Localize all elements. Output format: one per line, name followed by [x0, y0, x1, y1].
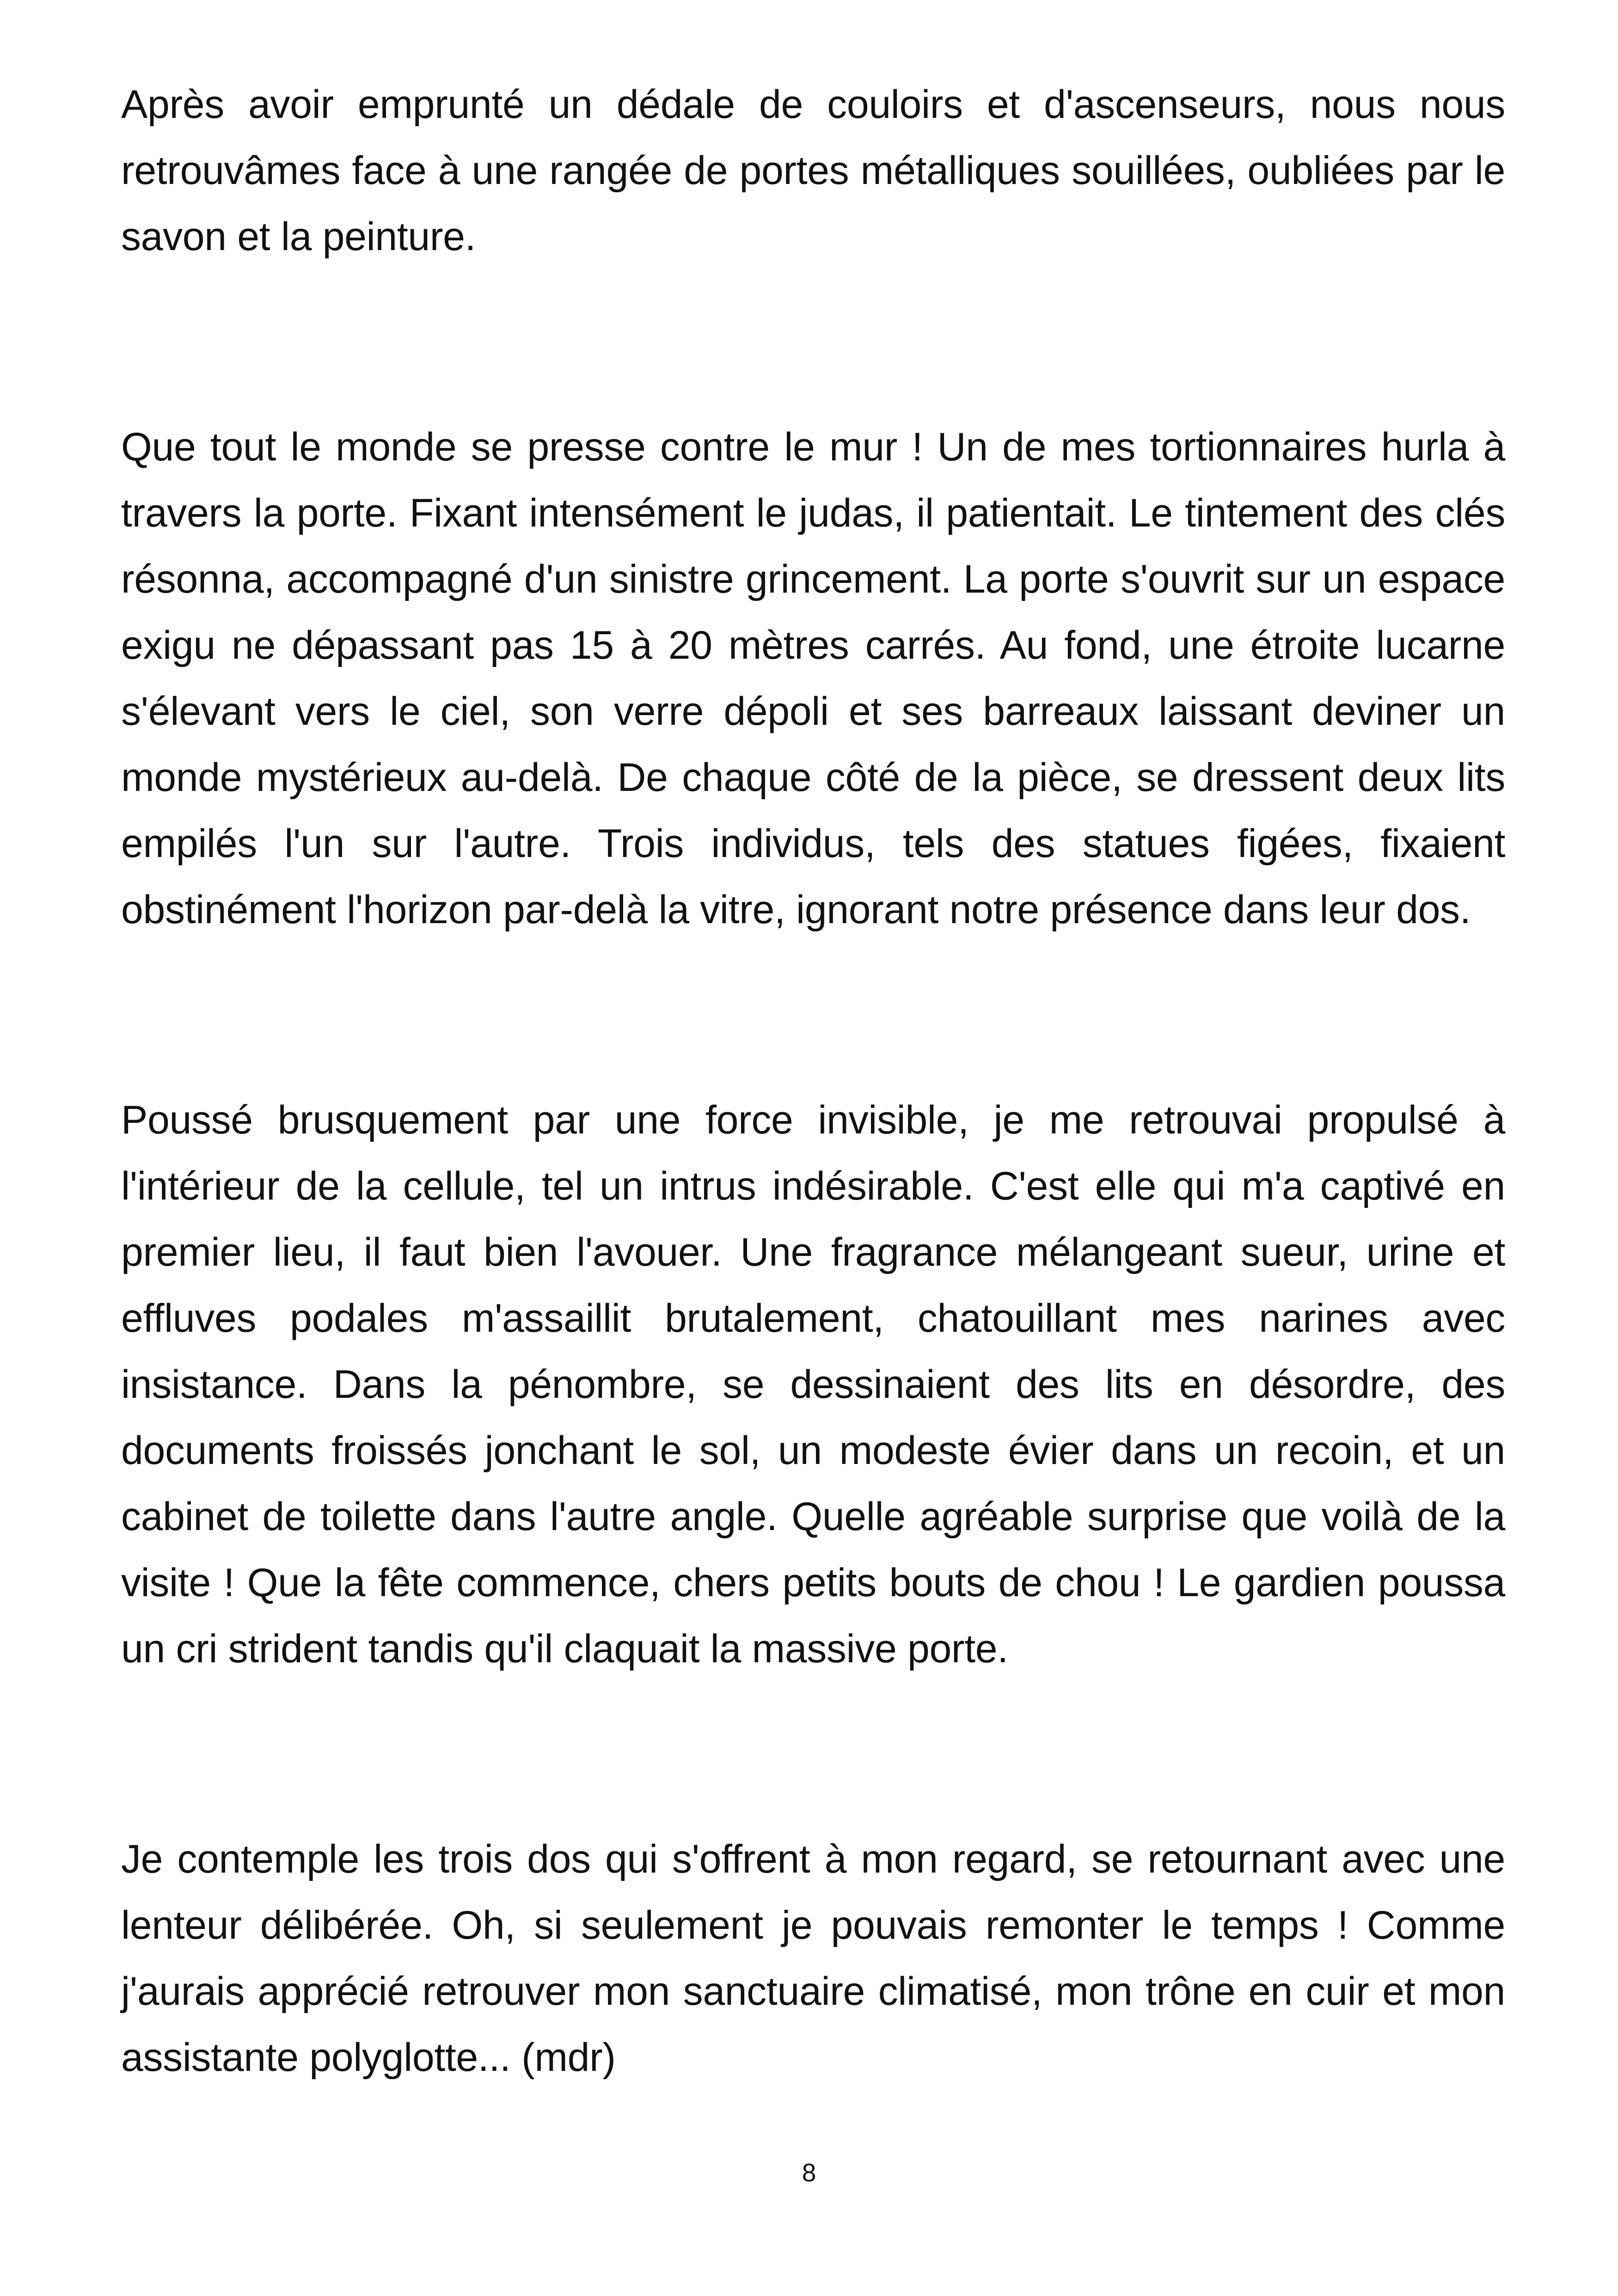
- paragraph-4: Je contemple les trois dos qui s'offrent à mon regard, se retournant avec une lenteur délibérée. Oh, si seulement je pouvais remonter le temps ! Comme j'aurais apprécié retrouver mon sanctuaire climatisé, mon trône en cuir et mon assistante polyglotte... (mdr): [121, 1837, 1505, 2080]
- body-text: [121, 72, 1505, 2091]
- paragraph-1: Après avoir emprunté un dédale de couloirs et d'ascenseurs, nous nous retrouvâmes face à une rangée de portes métalliques souillées, oubliées par le savon et la peinture.: [121, 82, 1505, 259]
- paragraph-2: Que tout le monde se presse contre le mur ! Un de mes tortionnaires hurla à travers la porte. Fixant intensément le judas, il patientait. Le tintement des clés résonna, accompagné d'un sinistre grincement. La porte s'ouvrit sur un espace exigu ne dépassant pas 15 à 20 mètres carrés. Au fond, une étroite lucarne s'élevant vers le ciel, son verre dépoli et ses barreaux laissant deviner un monde mystérieux au-delà. De chaque côté de la pièce, se dressent deux lits empilés l'un sur l'autre. Trois individus, tels des statues figées, fixaient obstinément l'horizon par-delà la vitre, ignorant notre présence dans leur dos.: [121, 425, 1505, 932]
- page-number: 8: [802, 2158, 816, 2187]
- paragraph-3: Poussé brusquement par une force invisible, je me retrouvai propulsé à l'intérieur de la cellule, tel un intrus indésirable. C'est elle qui m'a captivé en premier lieu, il faut bien l'avouer. Une fragrance mélangeant sueur, urine et effluves podales m'assaillit brutalement, chatouillant mes narines avec insistance. Dans la pénombre, se dessinaient des lits en désordre, des documents froissés jonchant le sol, un modeste évier dans un recoin, et un cabinet de toilette dans l'autre angle. Quelle agréable surprise que voilà de la visite ! Que la fête commence, chers petits bouts de chou ! Le gardien poussa un cri strident tandis qu'il claquait la massive porte.: [121, 1098, 1505, 1671]
